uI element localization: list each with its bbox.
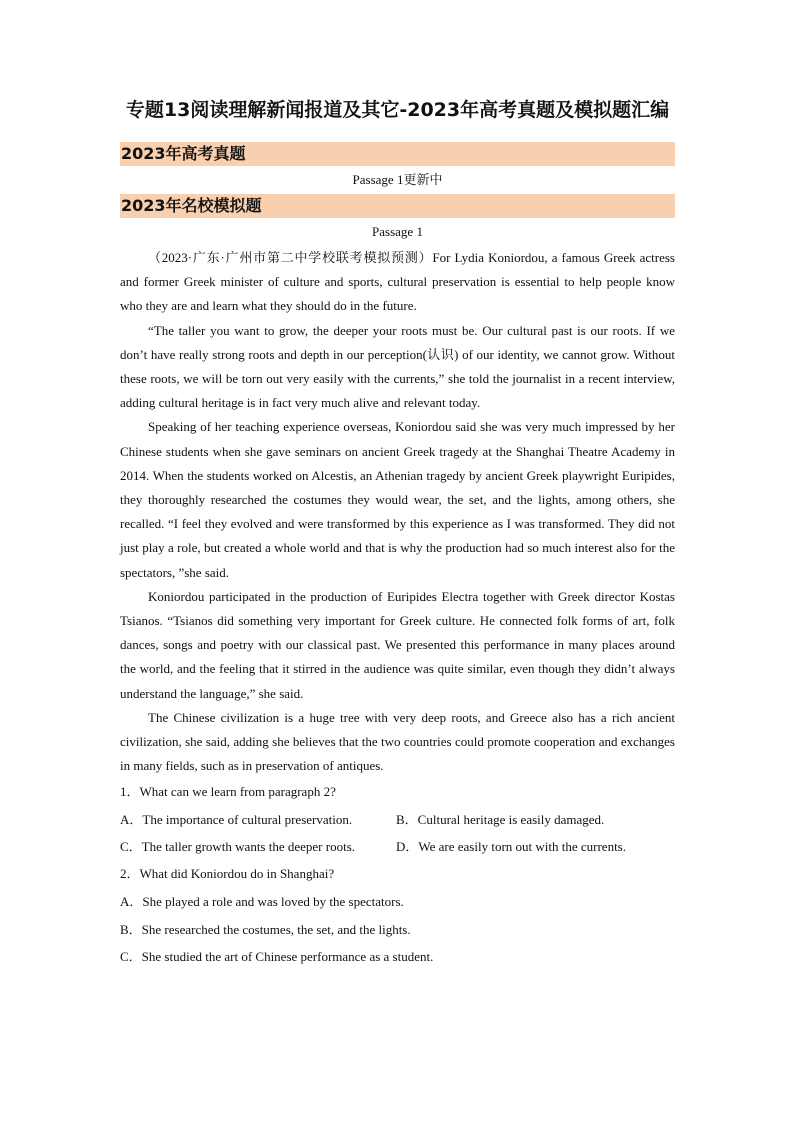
- question-1-stem: 1．What can we learn from paragraph 2?: [120, 784, 336, 800]
- question-2-stem: 2．What did Koniordou do in Shanghai?: [120, 866, 335, 882]
- document-page: [120, 96, 675, 971]
- question-1-option-d: D．We are easily torn out with the currents.: [396, 839, 626, 855]
- document-title: 专题13阅读理解新闻报道及其它-2023年高考真题及模拟题汇编: [125, 99, 670, 121]
- passage-paragraph-4: Koniordou participated in the production of Euripides Electra together with Greek director Kostas Tsianos. “Tsianos did something very important for Greek culture. He connected folk forms of art, folk dances, songs and poetry with our classical past. We presented this performance in many places around the world, and the feeling that it stirred in the audience was quite similar, even though they didn’t always understand the language,” she said.: [120, 588, 675, 701]
- passage-paragraph-2: “The taller you want to grow, the deeper your roots must be. Our cultural past is our roots. If we don’t have really strong roots and depth in our perception(认识) of our identity, we cannot grow. Without these roots, we will be torn out very easily with the currents,” she told the journalist in a recent interview, adding cultural heritage is in fact very much alive and relevant today.: [120, 322, 675, 411]
- question-1-option-a: A．The importance of cultural preservation.: [120, 812, 353, 828]
- passage-paragraph-3: Speaking of her teaching experience overseas, Koniordou said she was very much impressed by her Chinese students when she gave seminars on ancient Greek tragedy at the Shanghai Theatre Academy in 2014. When the students worked on Alcestis, an Athenian tragedy by ancient Greek playwright Euripides, they thoroughly researched the costumes they would wear, the set, and the lights, among others, she recalled. “I feel they evolved and were transformed by this experience as I was transformed. They did not just play a role, but created a whole world and that is why the production had so much interest also for the spectators, ”she said.: [120, 419, 675, 580]
- section-heading-real-exam: 2023年高考真题: [120, 142, 675, 166]
- question-1-option-b: B．Cultural heritage is easily damaged.: [396, 812, 605, 828]
- passage-paragraph-5: The Chinese civilization is a huge tree with very deep roots, and Greece also has a rich ancient civilization, she said, adding she believes that the two countries could promote cooperation and exchanges in many fields, such as in preservation of antiques.: [120, 709, 675, 774]
- question-2-option-b: B．She researched the costumes, the set, and the lights.: [120, 921, 411, 937]
- passage-paragraph-1: （2023·广东·广州市第二中学校联考模拟预测）For Lydia Koniordou, a famous Greek actress and former Greek minister of culture and sports, cultural preservation is essential to help people know who they are and learn what they should do in the future.: [120, 250, 675, 314]
- passage-update-note: Passage 1更新中: [352, 172, 443, 187]
- question-2-option-c: C．She studied the art of Chinese performance as a student.: [120, 949, 434, 965]
- question-1-option-c: C．The taller growth wants the deeper roots.: [120, 839, 356, 855]
- question-1-options-row-2: [120, 833, 675, 860]
- passage-label: Passage 1: [372, 224, 423, 239]
- section-heading-mock-exam: 2023年名校模拟题: [120, 194, 675, 218]
- question-1-options-row-1: [120, 806, 675, 833]
- question-2-option-a: A．She played a role and was loved by the spectators.: [120, 894, 404, 910]
